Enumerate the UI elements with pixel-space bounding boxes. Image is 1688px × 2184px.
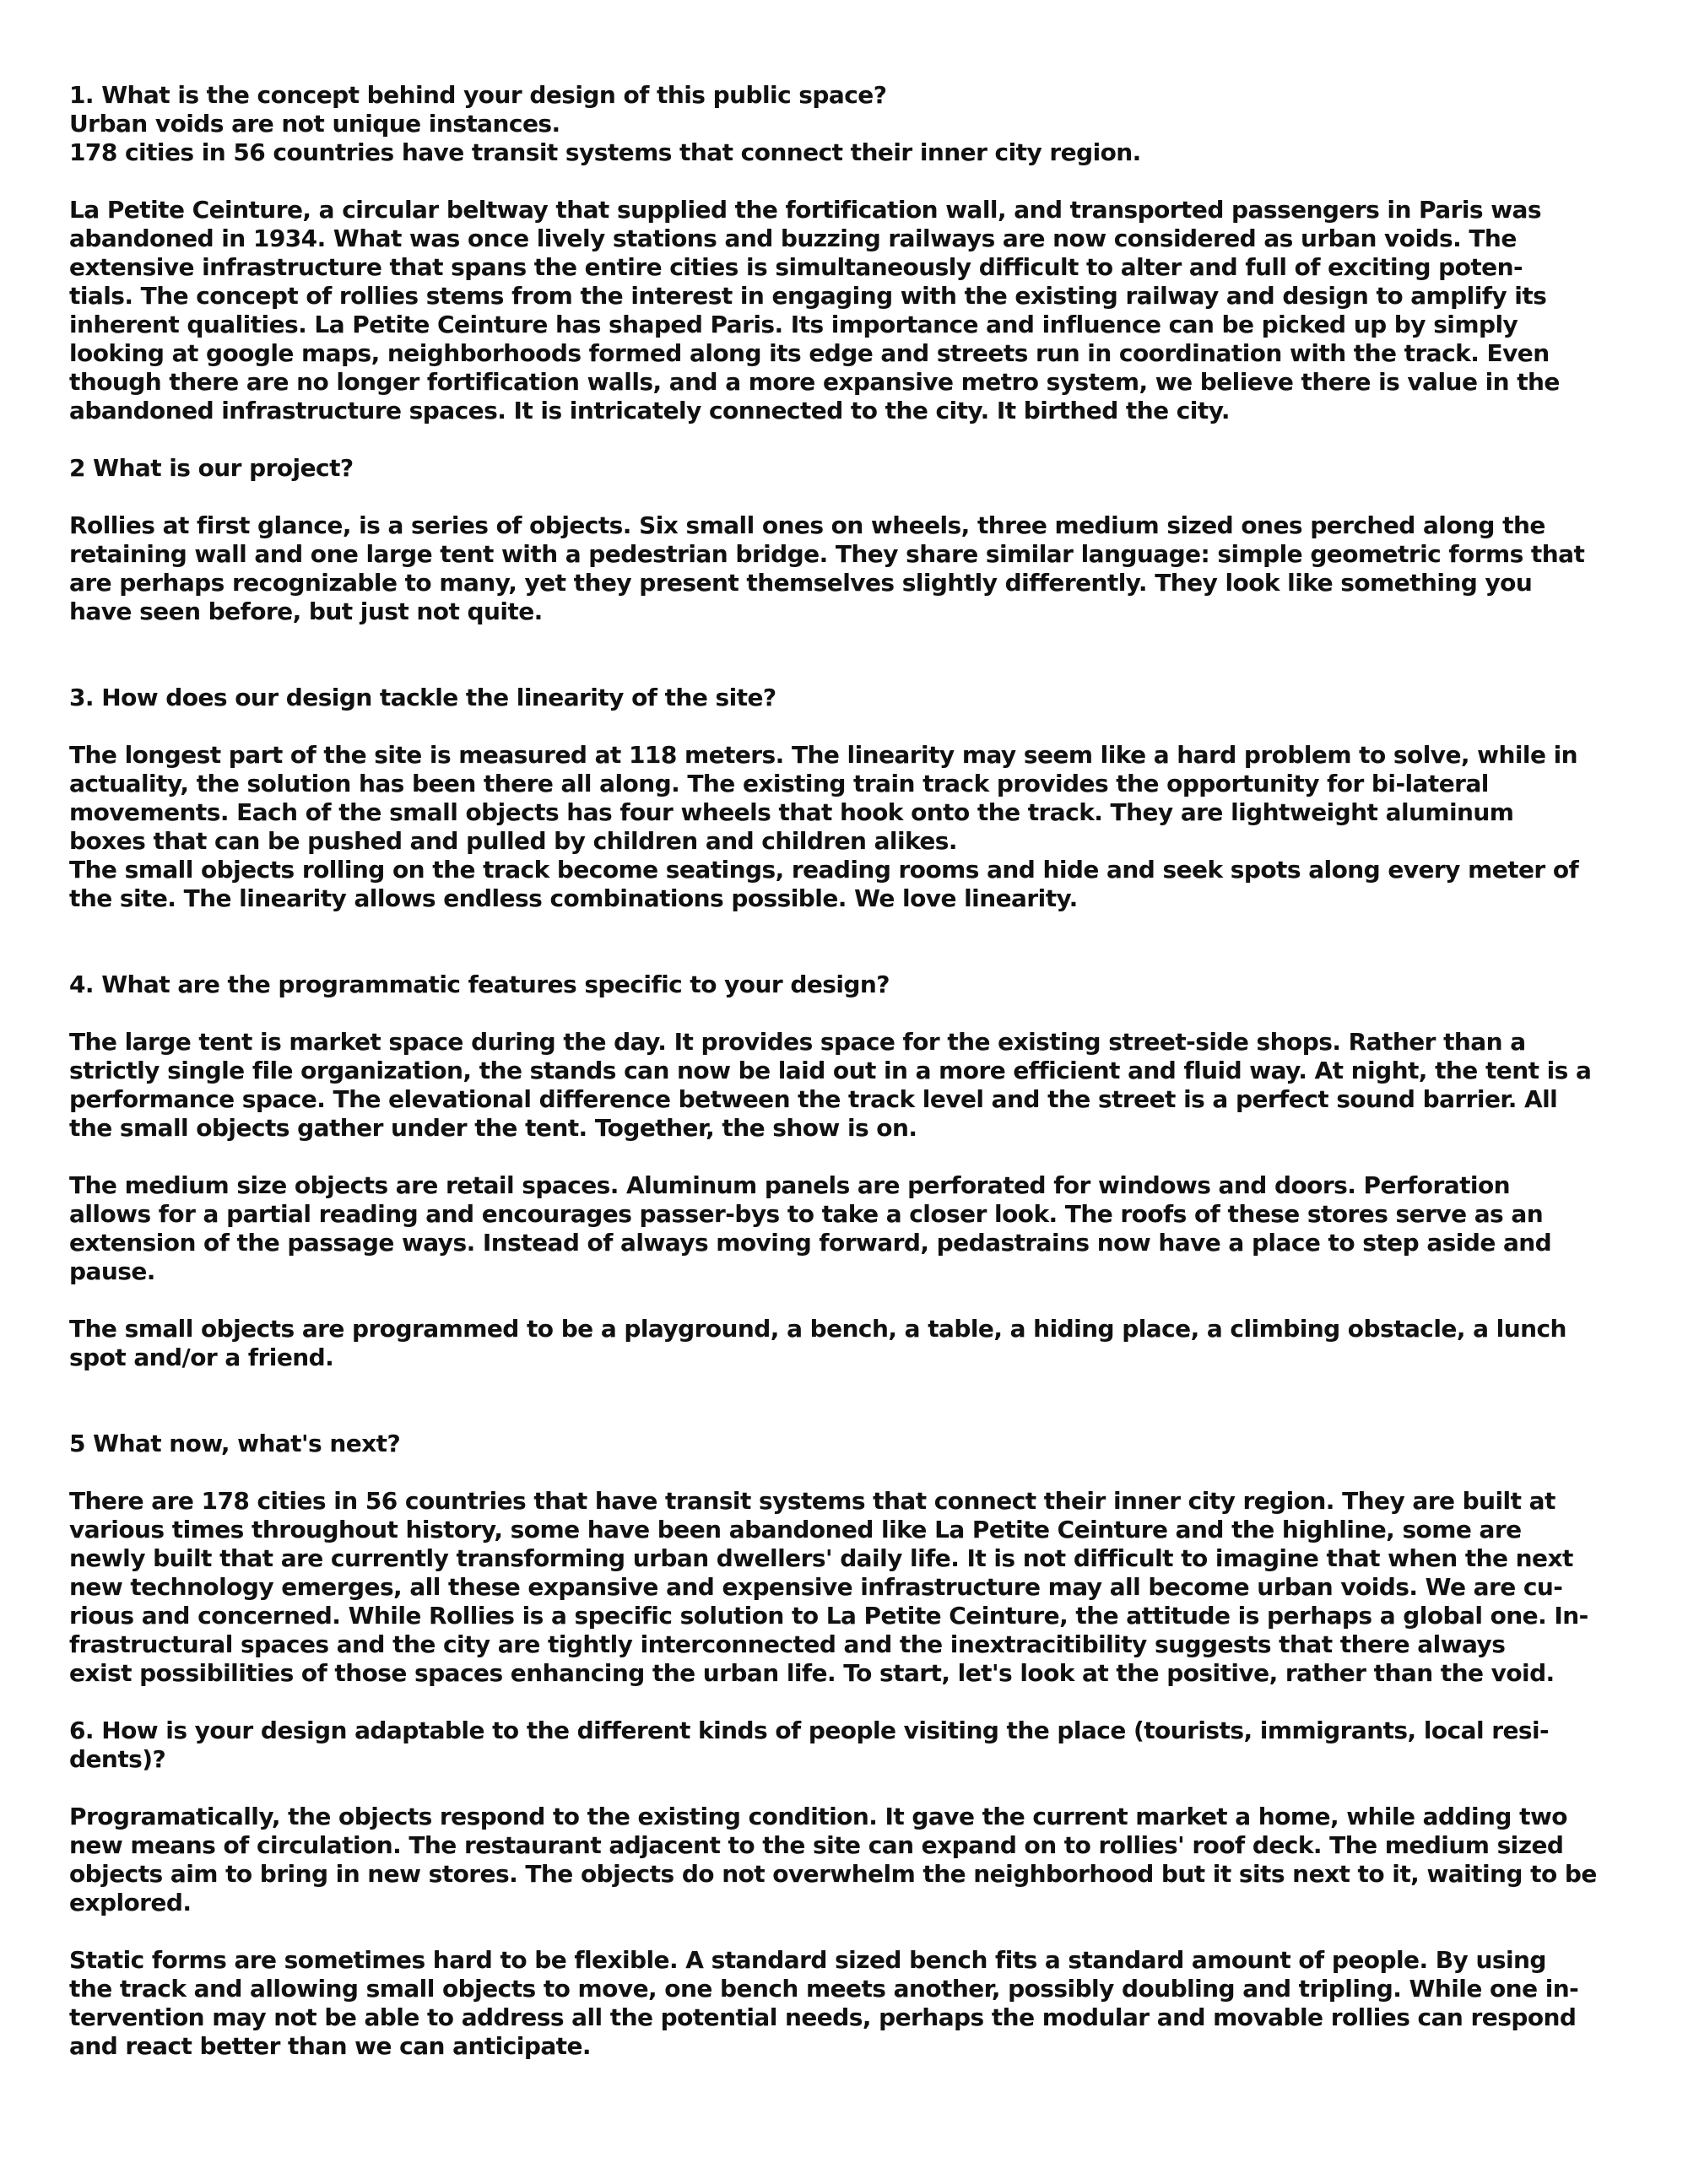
spacer [69, 483, 1637, 511]
question-3-heading: 3. How does our design tackle the linearity of the site? [69, 684, 776, 711]
question-6-heading: 6. How is your design adaptable to the different kinds of people visiting the place (tourists, immigrants, local resi- dents)? [69, 1716, 1550, 1773]
question-1-heading: 1. What is the concept behind your design of this public space? [69, 81, 887, 109]
spacer [69, 1143, 1637, 1171]
question-4-answer-tent: The large tent is market space during the day. It provides space for the existing street-side shops. Rather than a strictly single file organization, the stands can now be laid out in a more efficient and fluid way. At night, the tent is a performance space. The elevational difference between the track level and the street is a perfect sound barrier. All the small objects gather under the tent. Together, the show is on. [69, 1028, 1592, 1142]
spacer [69, 913, 1637, 970]
spacer [69, 425, 1637, 454]
question-4-answer-small: The small objects are programmed to be a playground, a bench, a table, a hiding place, a climbing obstacle, a lunch spot and/or a friend. [69, 1315, 1566, 1371]
spacer [69, 1372, 1637, 1430]
spacer [69, 1688, 1637, 1716]
spacer [69, 1917, 1637, 1946]
question-2-answer: Rollies at first glance, is a series of objects. Six small ones on wheels, three medium sized ones perched along the retaining wall and one large tent with a pedestrian bridge. They share similar language: simple geometric forms that are perhaps recognizable to many, yet they present themselves slightly differently. They look like something you have seen before, but just not quite. [69, 511, 1585, 625]
question-1-answer: La Petite Ceinture, a circular beltway that supplied the fortification wall, and transported passengers in Paris was abandoned in 1934. What was once lively stations and buzzing railways are now considered as urban voids. The extensive infrastructure that spans the entire cities is simultaneously difficult to alter and full of exciting poten- tials. The concept of rollies stems from the interest in engaging with the existing railway and design to amplify its inherent qualities. La Petite Ceinture has shaped Paris. Its importance and influence can be picked up by simply looking at google maps, neighborhoods formed along its edge and streets run in coordination with the track. Even though there are no longer fortification walls, and a more expansive metro system, we believe there is value in the abandoned infrastructure spaces. It is intricately connected to the city. It birthed the city. [69, 196, 1560, 424]
spacer [69, 1286, 1637, 1315]
spacer [69, 712, 1637, 741]
question-4-heading: 4. What are the programmatic features specific to your design? [69, 970, 890, 998]
spacer [69, 1458, 1637, 1487]
question-6-answer-program: Programatically, the objects respond to the existing condition. It gave the current market a home, while adding two new means of circulation. The restaurant adjacent to the site can expand on to rollies' roof deck. The medium sized objects aim to bring in new stores. The objects do not overwhelm the neighborhood but it sits next to it, waiting to be explored. [69, 1803, 1597, 1916]
spacer [69, 626, 1637, 684]
spacer [69, 999, 1637, 1028]
question-3-answer: The longest part of the site is measured at 118 meters. The linearity may seem like a hard problem to solve, while in actuality, the solution has been there all along. The existing train track provides the opportunity for bi-lateral movements. Each of the small objects has four wheels that hook onto the track. They are lightweight aluminum boxes that can be pushed and pulled by children and children alikes. The small objects rolling on the track become seatings, reading rooms and hide and seek spots along every meter of the site. The linearity allows endless combinations possible. We love linearity. [69, 741, 1579, 912]
question-5-heading: 5 What now, what's next? [69, 1430, 401, 1457]
question-2-heading: 2 What is our project? [69, 454, 354, 482]
question-6-answer-static: Static forms are sometimes hard to be flexible. A standard sized bench fits a standard amount of people. By using the track and allowing small objects to move, one bench meets another, possibly doubling and tripling. While one in- tervention may not be able to address all the potential needs, perhaps the modular and movable rollies can respond and react better than we can anticipate. [69, 1946, 1579, 2060]
spacer [69, 1774, 1637, 1803]
question-5-answer: There are 178 cities in 56 countries that have transit systems that connect their inner city region. They are built at various times throughout history, some have been abandoned like La Petite Ceinture and the highline, some are newly built that are currently transforming urban dwellers' daily life. It is not difficult to imagine that when the next new technology emerges, all these expansive and expensive infrastructure may all become urban voids. We are cu- rious and concerned. While Rollies is a specific solution to La Petite Ceinture, the attitude is perhaps a global one. In- frastructural spaces and the city are tightly interconnected and the inextracitibility suggests that there always exist possibilities of those spaces enhancing the urban life. To start, let's look at the positive, rather than the void. [69, 1487, 1588, 1687]
spacer [69, 167, 1637, 196]
question-1-intro: Urban voids are not unique instances. 178 cities in 56 countries have transit systems that connect their inner city region. [69, 110, 1141, 166]
question-4-answer-medium: The medium size objects are retail spaces. Aluminum panels are perforated for windows and doors. Perforation allows for a partial reading and encourages passer-bys to take a closer look. The roofs of these stores serve as an extension of the passage ways. Instead of always moving forward, pedastrains now have a place to step aside and pause. [69, 1171, 1552, 1285]
